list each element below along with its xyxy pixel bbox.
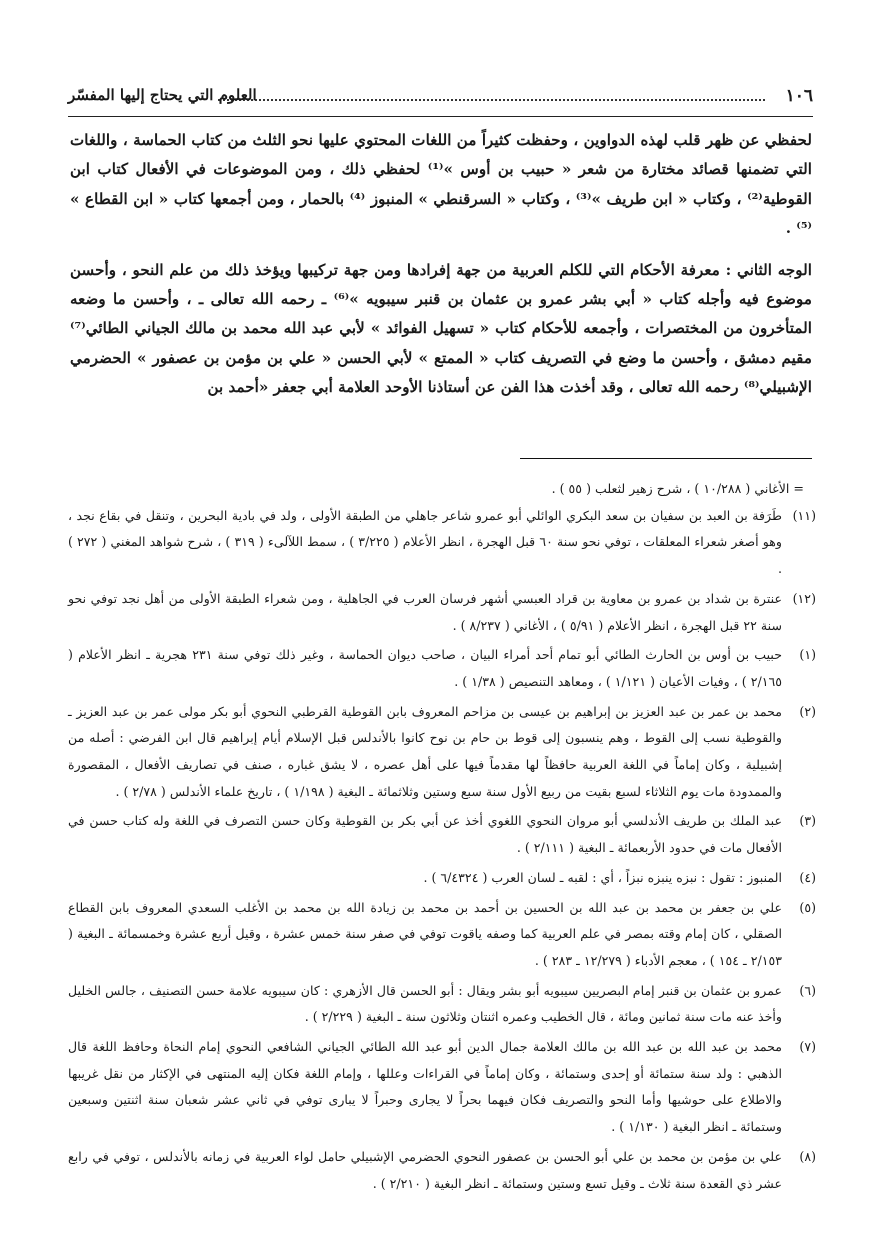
footnote: [68, 1034, 816, 1141]
footnote-separator: [520, 458, 812, 459]
footnote-text: حبيب بن أوس بن الحارث الطائي أبو تمام أحد أمراء البيان ، صاحب ديوان الحماسة ، وغير ذلك توفي سنة ٢٣١ هجرية ـ انظر الأعلام ( ٢/١٦٥ ) ، وفيات الأعيان ( ١/١٢١ ) ، ومعاهد التنصيص ( ١/٣٨ ) .: [68, 647, 782, 689]
footnote-text: عنترة بن شداد بن عمرو بن معاوية بن قراد العبسي أشهر فرسان العرب في الجاهلية ، ومن شعراء الطبقة الأولى من أهل نجد توفي نحو سنة ٢٢ قبل الهجرة ، انظر الأعلام ( ٥/٩١ ) ، الأغاني ( ٨/٢٣٧ ) .: [68, 590, 782, 633]
footnote: [68, 978, 816, 1031]
footnote-number: (٤): [799, 869, 816, 885]
footnote-text: عمرو بن عثمان بن قنبر إمام البصريين سيبويه أبو بشر ويقال : أبو الحسن قال الأزهري : كان سيبويه علامة حسن التصنيف ، جالس الخليل وأخذ عنه مات سنة ثمانين ومائة ، قال الخطيب وعمره اثنتان وثلاثون سنة ـ البغية ( ٢/٢٢٩ ) .: [68, 982, 782, 1025]
page-number: ١٠٦: [785, 86, 813, 106]
footnote-text: علي بن جعفر بن محمد بن عبد الله بن الحسين بن أحمد بن محمد بن زيادة الله بن محمد بن الأغلب السعدي المعروف بابن القطاع الصقلي ، كان إمام وقته بمصر في علم العربية كما وصفه ياقوت توفي في صفر سنة خمس عشرة ، وقيل أربع عشرة وخمسمائة ـ البغية ( ٢/١٥٣ ـ ١٥٤ ) ، معجم الأدباء ( ١٢/٢٧٩ ـ ٢٨٣ ) .: [68, 899, 782, 968]
footnote-number: (٨): [799, 1148, 816, 1164]
paragraph-2: [70, 256, 812, 403]
footnote: [68, 1144, 816, 1197]
footnote-text: محمد بن عبد الله بن عبد الله بن مالك العلامة جمال الدين أبو عبد الله الطائي الجياني الشافعي النحوي إمام النحاة وحافظ اللغة قال الذهبي : ولد سنة ستمائة أو إحدى وستمائة ، وكان إماماً في القراءات وعللها ، وإمام اللغة فكان إليه المنتهى في الإكثار من نقل غريبها والاطلاع على حوشيها وأما النحو والتصريف فكان فيهما بحراً لا يجارى وحبراً لا يبارى توفي في ثاني عشر شعبان سنة اثنتين وسبعين وستمائة ـ انظر البغية ( ١/١٣٠ ) .: [68, 1039, 782, 1135]
footnote-text: عبد الملك بن طريف الأندلسي أبو مروان النحوي اللغوي أخذ عن أبي بكر بن القوطية وكان حسن التصرف في اللغة وله كتاب حسن في الأفعال مات في حدود الأربعمائة ـ البغية ( ٢/١١١ ) .: [68, 813, 782, 856]
footnotes: [68, 476, 816, 1200]
footnote-text: طَرَفة بن العبد بن سفيان بن سعد البكري الوائلي أبو عمرو شاعر جاهلي من الطبقة الأولى ، ولد في بادية البحرين ، وتنقل في بقاع نجد ، وهو أصغر شعراء المعلقات ، توفي نحو سنة ٦٠ قبل الهجرة ، انظر الأعلام ( ٣/٢٢٥ ) ، سمط اللآلىء ( ٣١٩ ) ، شرح شواهد المغني ( ٢٧٢ ) .: [68, 507, 782, 577]
paragraph-2-text: معرفة الأحكام التي للكلم العربية من جهة إفرادها ومن جهة تركيبها ويؤخذ ذلك من علم النحو ، وأحسن موضوع فيه وأجله كتاب « أبي بشر عمرو بن عثمان بن قنبر سيبويه »⁽⁶⁾ ـ رحمه الله تعالى ـ ، وأحسن ما وضعه المتأخرون من المختصرات ، وأجمعه للأحكام كتاب « تسهيل الفوائد » لأبي عبد الله محمد بن مالك الجياني الطائي⁽⁷⁾ مقيم دمشق ، وأحسن ما وضع في التصريف كتاب « الممتع » لأبي الحسن « علي بن مؤمن بن عصفور » الحضرمي الإشبيلي⁽⁸⁾ رحمه الله تعالى ، وقد أخذت هذا الفن عن أستاذنا الأوحد العلامة أبي جعفر «أحمد بن: [70, 260, 812, 397]
footnote-number: (٥): [799, 899, 816, 915]
footnote-number: (١): [799, 647, 816, 663]
footnote-text: محمد بن عمر بن عبد العزيز بن إبراهيم بن عيسى بن مزاحم المعروف بابن القوطية القرطبي النحوي أبو بكر مولى عمر بن عبد العزيز ـ والقوطية نسب إلى القوط ، وهم ينسبون إلى قوط بن حام بن نوح كانوا بالأندلس قبل الإسلام أيام إبراهيم قال ابن الفرضي : أصله من إشبيلية ، وكان إماماً في اللغة العربية حافظاً لها مقدماً فيها على أهل عصره ، لا يشق غباره ، صنف في تصاريف الأفعال ، المقصورة والممدودة مات يوم الثلاثاء لسبع بقيت من ربيع الأول سنة سبع وستين وثلاثمائة ـ البغية ( ١/١٩٨ ) ، تاريخ علماء الأندلس ( ٢/٧٨ ) .: [68, 703, 782, 799]
footnote-continuation: = الأغاني ( ١٠/٢٨٨ ) ، شرح زهير لثعلب ( ٥٥ ) .: [551, 481, 804, 496]
footnote-number: (٧): [799, 1039, 816, 1055]
footnote: [68, 586, 816, 639]
footnote-number: (١١): [792, 507, 816, 523]
footnote-number: (٢): [799, 703, 816, 719]
running-title: العلوم التي يحتاج إليها المفسّر: [68, 86, 257, 104]
footnote: [68, 642, 816, 695]
footnote: [68, 699, 816, 806]
footnote: [68, 895, 816, 975]
footnote: [68, 808, 816, 861]
footnote: [68, 865, 816, 892]
footnote-text: علي بن مؤمن بن محمد بن علي أبو الحسن بن عصفور النحوي الحضرمي الإشبيلي حامل لواء العربية في زمانه بالأندلس ، توفي في رابع عشر ذي القعدة سنة ثلاث ـ وقيل تسع وستين وستمائة ـ انظر البغية ( ٢/٢١٠ ) .: [68, 1148, 782, 1191]
footnote-number: (٣): [799, 813, 816, 829]
footnote-text: المنبوز : تقول : نبزه ينبزه نبزاً ، أي : لقبه ـ لسان العرب ( ٦/٤٣٢٤ ) .: [423, 869, 782, 885]
footnote-number: (٦): [799, 982, 816, 998]
running-header: [68, 86, 813, 117]
footnote: [68, 503, 816, 583]
dotted-leader: [218, 99, 765, 101]
paragraph-2-lead: الوجه الثاني :: [725, 260, 812, 279]
footnote-number: (١٢): [792, 590, 816, 606]
main-text: [70, 126, 812, 403]
paragraph-1: لحفظي عن ظهر قلب لهذه الدواوين ، وحفظت كثيراً من اللغات المحتوي عليها نحو الثلث من كتاب الحماسة ، واللغات التي تضمنها قصائد مختارة من شعر « حبيب بن أوس »⁽¹⁾ لحفظي ذلك ، ومن الموضوعات في الأفعال كتاب ابن القوطية⁽²⁾ ، وكتاب « ابن طريف »⁽³⁾ ، وكتاب « السرقنطي » المنبوز ⁽⁴⁾ بالحمار ، ومن أجمعها كتاب « ابن القطاع » ⁽⁵⁾ .: [70, 131, 813, 238]
